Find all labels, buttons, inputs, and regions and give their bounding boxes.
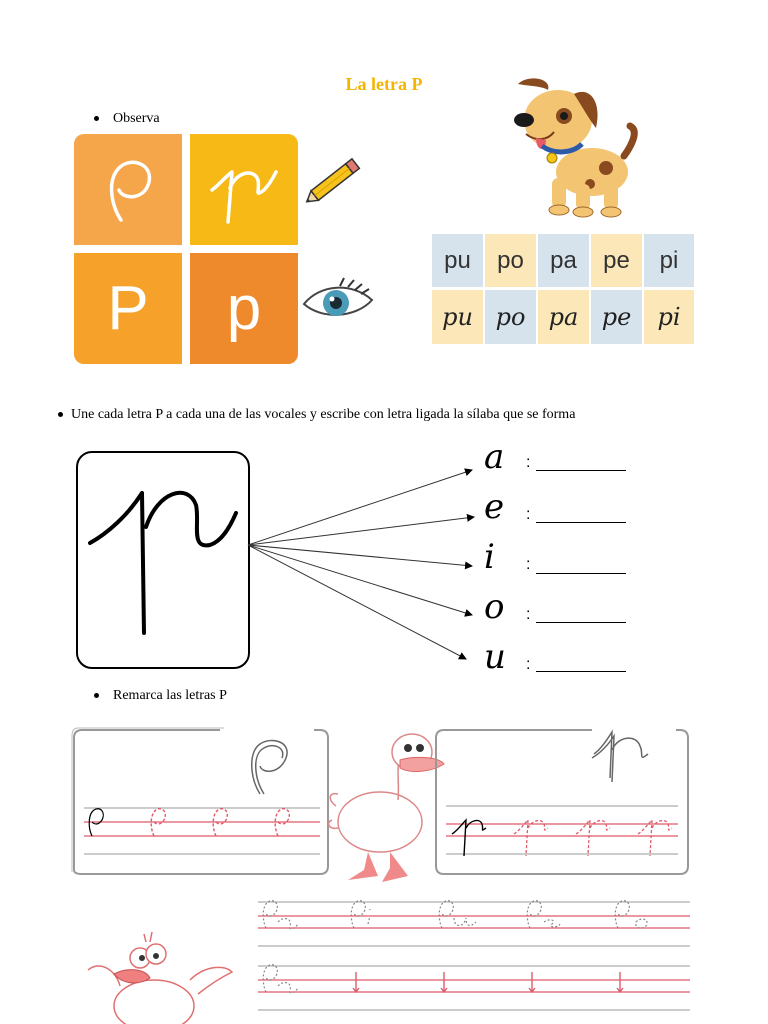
vowel-colon: : [526, 556, 531, 573]
chick-illustration [80, 930, 240, 1024]
vowel-colon: : [526, 606, 531, 623]
syllable-cursive: pe [591, 290, 642, 344]
answer-line[interactable] [536, 622, 626, 623]
answer-line[interactable] [536, 671, 626, 672]
big-letter-card [76, 451, 250, 669]
tile-cursive-lower [190, 134, 298, 245]
bullet-dot [58, 412, 63, 417]
cursive-lower-p-glyph [204, 150, 284, 230]
syllable-grid [432, 234, 694, 344]
vowel-e: e [484, 487, 505, 527]
bullet-trace [94, 688, 227, 704]
syllable-print: pe [591, 234, 642, 287]
vowel-o: o [484, 587, 505, 627]
bullet-join-label: Une cada letra P a cada una de las vocales y escribe con letra ligada la sílaba que se forma [71, 407, 576, 422]
syllable-cursive: pi [644, 290, 694, 344]
answer-line[interactable] [536, 470, 626, 471]
cursive-upper-p-glyph [93, 150, 163, 230]
connector-lines [246, 455, 486, 665]
bullet-dot [94, 116, 99, 121]
syllable-print: pi [644, 234, 694, 287]
vowel-colon: : [526, 506, 531, 523]
trace-card-lower [432, 724, 692, 878]
bullet-observe [94, 111, 160, 127]
syllable-print: pu [432, 234, 483, 287]
syllable-cursive: pa [538, 290, 589, 344]
answer-line[interactable] [536, 573, 626, 574]
syllable-print: pa [538, 234, 589, 287]
syllable-trace-rows [258, 896, 690, 1020]
page-title: La letra P [345, 74, 423, 94]
bullet-observe-label: Observa [113, 111, 160, 126]
dog-illustration [512, 72, 644, 218]
syllable-cursive: po [485, 290, 536, 344]
bullet-trace-label: Remarca las letras P [113, 688, 227, 703]
pencil-icon [300, 150, 370, 212]
vowel-u: u [484, 637, 506, 677]
tile-print-upper [74, 253, 182, 364]
tile-print-lower [190, 253, 298, 364]
print-lower-p: p [226, 274, 262, 343]
syllable-cursive: pu [432, 290, 483, 344]
vowel-i: i [484, 537, 495, 577]
answer-line[interactable] [536, 522, 626, 523]
big-cursive-p-glyph [78, 453, 248, 667]
trace-card-upper [70, 724, 332, 878]
syllable-print: po [485, 234, 536, 287]
letter-tiles [74, 134, 298, 364]
vowel-a: a [484, 437, 505, 477]
bullet-join [58, 407, 575, 423]
vowel-colon: : [526, 656, 531, 673]
bullet-dot [94, 693, 99, 698]
eye-icon [300, 276, 376, 324]
vowel-colon: : [526, 454, 531, 471]
print-upper-p: P [107, 274, 149, 343]
tile-cursive-upper [74, 134, 182, 245]
